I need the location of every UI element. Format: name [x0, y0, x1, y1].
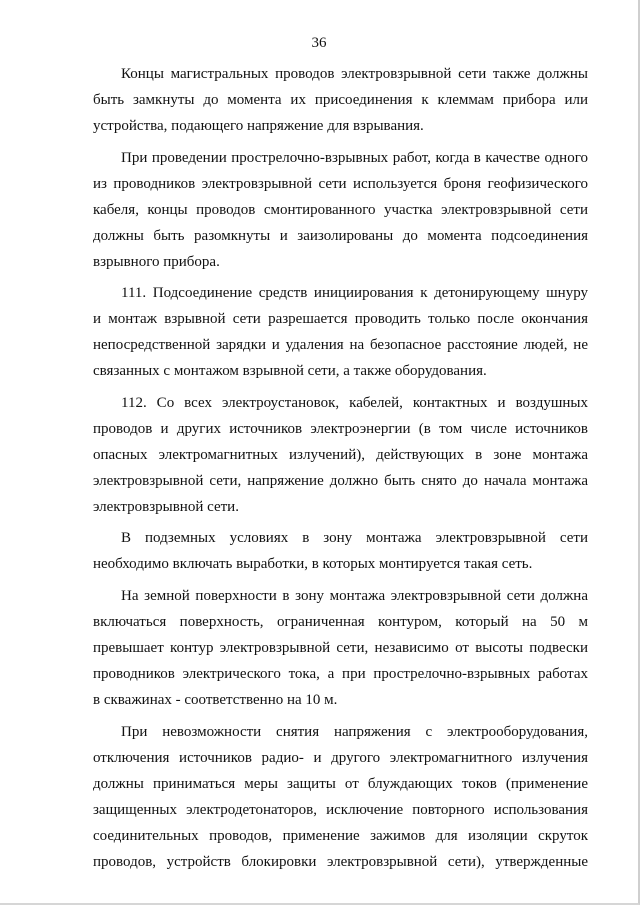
paragraph — [93, 280, 588, 384]
paragraph — [93, 390, 588, 520]
text-line: В подземных условиях в зону монтажа электровзрывной сети — [121, 530, 588, 547]
paragraph — [93, 61, 588, 139]
text-line: При невозможности снятия напряжения с электрооборудования, — [121, 723, 588, 740]
text-line: проводников электрического тока, а при прострелочно-взрывных работах — [93, 665, 588, 682]
text-line: должны быть разомкнуты и заизолированы до момента подсоединения — [93, 227, 588, 244]
text-line: кабеля, концы проводов смонтированного участка электровзрывной сети — [93, 201, 588, 218]
text-line: 111. Подсоединение средств инициирования к детонирующему шнуру — [121, 285, 588, 302]
text-line: и монтаж взрывной сети разрешается проводить только после окончания — [93, 311, 588, 328]
paragraph — [93, 525, 588, 577]
text-line: электровзрывной сети. — [93, 498, 239, 515]
text-line: Концы магистральных проводов электровзрывной сети также должны — [121, 66, 588, 82]
text-line: опасных электромагнитных излучений), действующих в зоне монтажа — [93, 446, 588, 463]
text-line: 112. Со всех электроустановок, кабелей, контактных и воздушных — [121, 394, 588, 411]
text-line: превышает контур электровзрывной сети, независимо от высоты подвески — [93, 639, 588, 656]
text-line: отключения источников радио- и другого электромагнитного излучения — [93, 749, 588, 766]
text-line: устройства, подающего напряжение для взрывания. — [93, 118, 424, 134]
text-line: соединительных проводов, применение зажимов для изоляции скруток — [93, 827, 588, 844]
text-line: включаться поверхность, ограниченная контуром, который на 50 м — [93, 613, 588, 630]
paragraph — [93, 719, 588, 875]
text-line: На земной поверхности в зону монтажа электровзрывной сети должна — [121, 587, 588, 604]
body-text — [93, 61, 588, 875]
text-line: необходимо включать выработки, в которых монтируется такая сеть. — [93, 556, 533, 573]
text-line: быть замкнуты до момента их присоединения к клеммам прибора или — [93, 92, 588, 108]
text-line: электровзрывной сети, напряжение должно быть снято до начала монтажа — [93, 472, 588, 489]
paragraph — [93, 145, 588, 275]
text-line: должны приниматься меры защиты от блуждающих токов (применение — [93, 775, 588, 792]
page-number: 36 — [311, 35, 327, 51]
text-line: связанных с монтажом взрывной сети, а также оборудования. — [93, 363, 487, 380]
text-line: проводов, устройств блокировки электровзрывной сети), утвержденные — [93, 853, 588, 870]
text-line: непосредственной зарядки и удаления на безопасное расстояние людей, не — [93, 337, 588, 354]
text-line: взрывного прибора. — [93, 253, 220, 270]
text-line: При проведении прострелочно-взрывных работ, когда в качестве одного — [121, 149, 588, 166]
paragraph — [93, 583, 588, 713]
text-line: в скважинах - соответственно на 10 м. — [93, 691, 338, 708]
text-line: защищенных электродетонаторов, исключение повторного использования — [93, 801, 588, 818]
text-line: проводов и других источников электроэнергии (в том числе источников — [93, 420, 588, 437]
text-line: из проводников электровзрывной сети используется броня геофизического — [93, 175, 588, 192]
